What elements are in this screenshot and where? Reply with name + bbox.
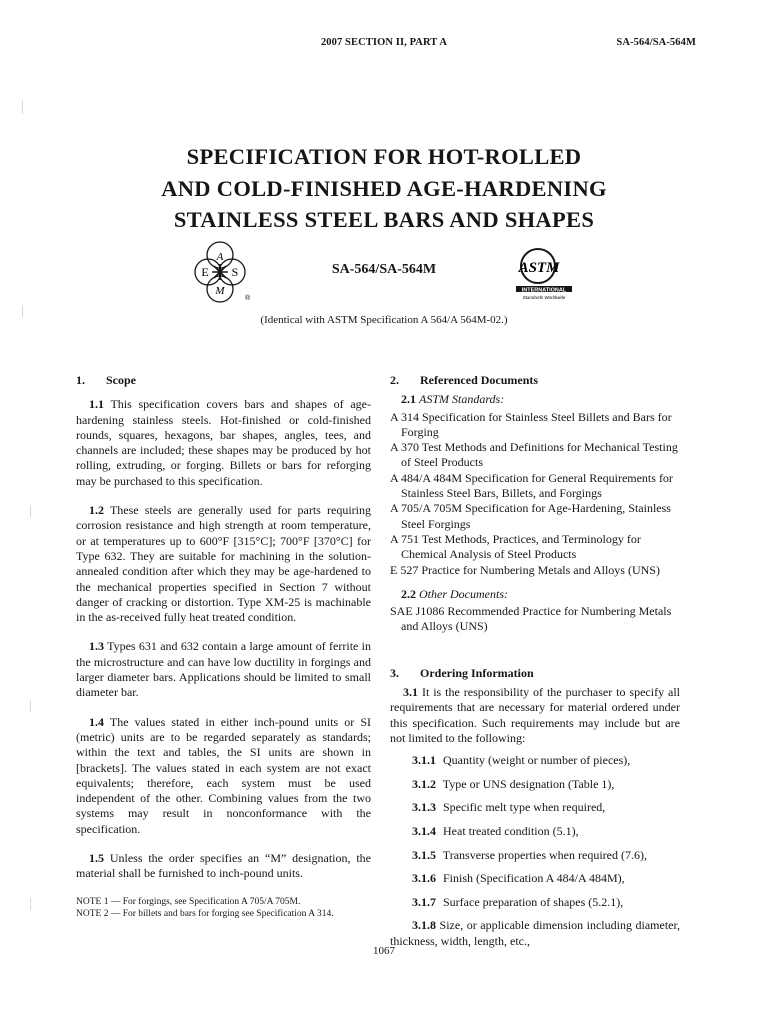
subheading-other-documents: 2.2 Other Documents: xyxy=(401,586,508,601)
reference-item: A 705/A 705M Specification for Age-Hardening, Stainless Steel Forgings xyxy=(390,501,671,531)
note-1: NOTE 1 — For forgings, see Specification A 705/A 705M. xyxy=(76,896,301,907)
ordering-item: 3.1.5 Transverse properties when required (7.6), xyxy=(412,847,647,862)
running-header-section: 2007 SECTION II, PART A xyxy=(320,37,448,48)
reference-item: A 314 Specification for Stainless Steel Billets and Bars for Forging xyxy=(390,409,672,439)
scan-speck xyxy=(30,700,31,712)
ordering-item: 3.1.1 Quantity (weight or number of pieces), xyxy=(412,753,631,768)
subheading-astm-standards: 2.1 ASTM Standards: xyxy=(401,392,505,407)
asme-letter: A xyxy=(216,251,224,263)
scan-speck xyxy=(22,305,23,317)
paragraph-1-1: 1.1 This specification covers bars and shapes of age-hardening stainless steels. Hot-finished or cold-finished rounds, squares, hexagons, bar shapes, angles, tees, and channels are included; these shapes may be produced by hot rolling, extruding, or forging. Billets or bars for reforging may be purchased to this specification. xyxy=(76,397,371,488)
title-line: STAINLESS STEEL BARS AND SHAPES xyxy=(173,207,595,232)
ordering-item: 3.1.2 Type or UNS designation (Table 1), xyxy=(412,776,615,791)
asme-letter: E xyxy=(201,265,209,279)
paragraph-1-5: 1.5 Unless the order specifies an “M” designation, the material shall be furnished to inch-pound units. xyxy=(76,851,371,881)
asme-letter: M xyxy=(215,285,225,297)
document-title xyxy=(0,141,768,236)
paragraph-1-3: 1.3 Types 631 and 632 contain a large amount of ferrite in the microstructure and can have low ductility in forgings and larger diameter bars. Applications should be limited to small diameter bar. xyxy=(76,639,371,700)
note-2: NOTE 2 — For billets and bars for forging see Specification A 314. xyxy=(76,908,334,919)
astm-sub1: INTERNATIONAL xyxy=(521,287,567,294)
scan-speck xyxy=(22,100,23,114)
asme-letter: S xyxy=(231,265,239,279)
ordering-item: 3.1.7 Surface preparation of shapes (5.2.1), xyxy=(412,894,624,909)
scan-speck xyxy=(30,898,31,910)
paragraph-1-4: 1.4 The values stated in either inch-pound units or SI (metric) units are to be regarded separately as standards; within the text and tables, the SI units are shown in [brackets]. The values stated in each system are not exact equivalents; therefore, each system must be used independent of the other. Combining values from the two systems may result in nonconformance with the specification. xyxy=(76,714,371,836)
ordering-item: 3.1.3 Specific melt type when required, xyxy=(412,800,606,815)
section-heading-referenced-documents: 2. Referenced Documents xyxy=(390,373,539,387)
reference-item: E 527 Practice for Numbering Metals and Alloys (UNS) xyxy=(390,562,660,577)
paragraph-1-2: 1.2 These steels are generally used for parts requiring corrosion resistance and high strength at room temperature, or at temperatures up to 600°F [315°C]; 700°F [370°C] for Type 632. They are suitable for machining in the solution-annealed condition after which they may be age-hardened to the mechanical properties specified in Section 7 without danger of cracking or distortion. Type XM-25 is machinable in the as-received fully heat treated condition. xyxy=(76,503,371,625)
ordering-item: 3.1.6 Finish (Specification A 484/A 484M), xyxy=(412,871,625,886)
section-heading-ordering-information: 3. Ordering Information xyxy=(390,665,534,680)
reference-item: A 484/A 484M Specification for General Requirements for Stainless Steel Bars, Billets, and Forgings xyxy=(390,470,673,501)
registered-mark: ® xyxy=(245,295,251,302)
reference-item: SAE J1086 Recommended Practice for Numbering Metals and Alloys (UNS) xyxy=(390,604,672,634)
ordering-item: 3.1.4 Heat treated condition (5.1), xyxy=(412,824,579,839)
running-header-code: SA-564/SA-564M xyxy=(616,37,696,48)
designation: SA-564/SA-564M xyxy=(331,262,437,277)
astm-wordmark: ASTM xyxy=(518,260,560,276)
right-column xyxy=(390,373,680,949)
ordering-item-last: 3.1.8 Size, or applicable dimension including diameter, thickness, width, length, etc., xyxy=(390,918,681,948)
section-heading-scope: 1. Scope xyxy=(76,373,136,387)
page-number: 1067 xyxy=(373,945,395,957)
identical-note: (Identical with ASTM Specification A 564/A 564M-02.) xyxy=(260,314,508,326)
scan-speck xyxy=(30,505,31,517)
title-line: SPECIFICATION FOR HOT-ROLLED xyxy=(186,144,582,169)
reference-item: A 370 Test Methods and Definitions for Mechanical Testing of Steel Products xyxy=(390,440,678,470)
left-column xyxy=(76,373,371,920)
paragraph-3-1: 3.1 It is the responsibility of the purchaser to specify all requirements that are necessary for material ordered under this specification. Such requirements may include but are not limited to the following: xyxy=(390,685,681,745)
title-line: AND COLD-FINISHED AGE-HARDENING xyxy=(161,175,607,201)
reference-item: A 751 Test Methods, Practices, and Terminology for Chemical Analysis of Steel Products xyxy=(390,531,641,562)
astm-sub2: Standards Worldwide xyxy=(522,295,566,300)
astm-logo xyxy=(512,246,576,306)
